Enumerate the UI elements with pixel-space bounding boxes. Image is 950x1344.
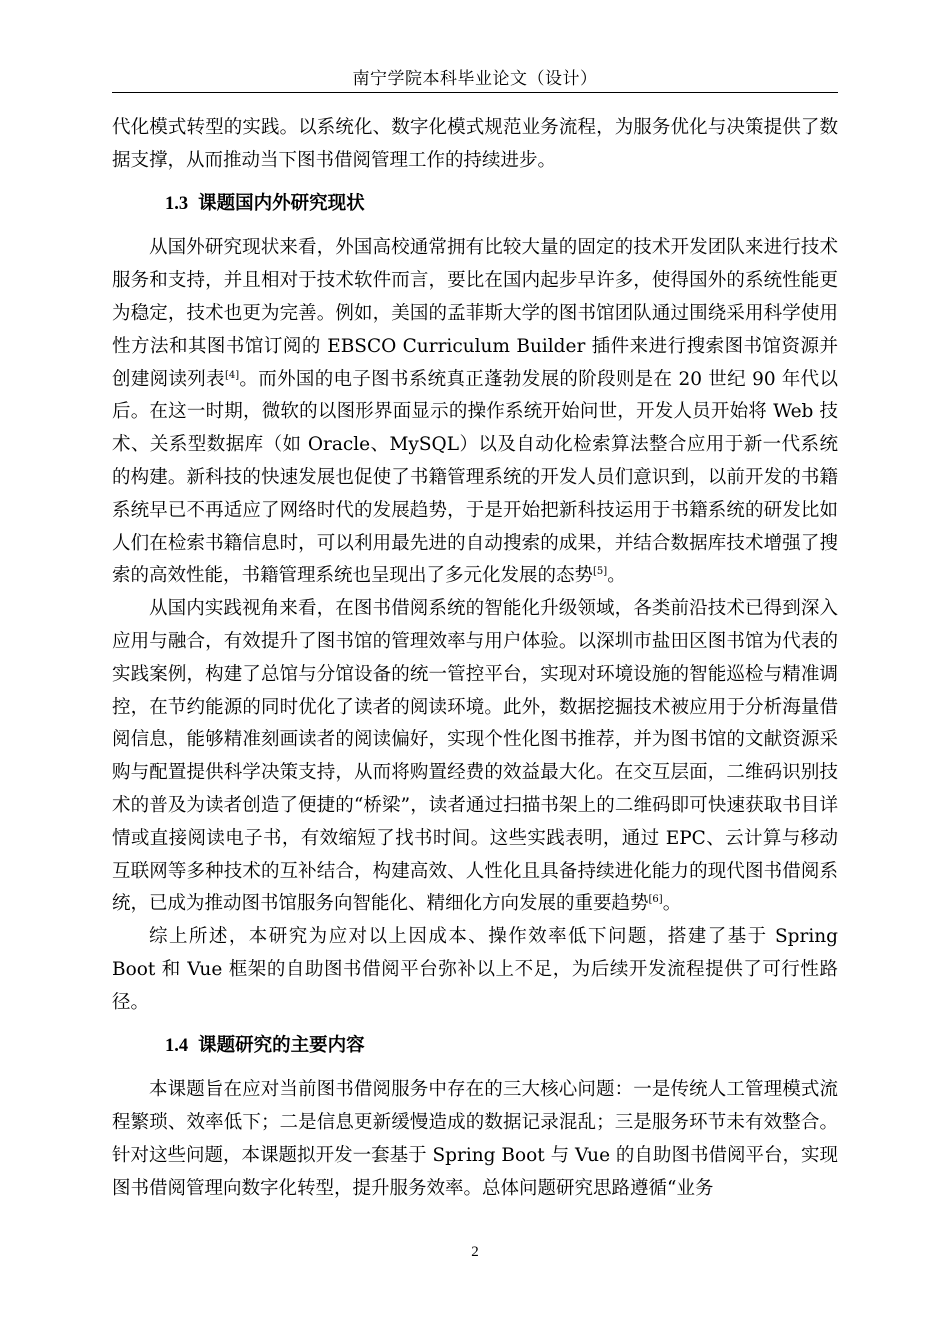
running-header: 南宁学院本科毕业论文（设计） bbox=[112, 66, 838, 93]
section-heading-1-3 bbox=[112, 188, 838, 221]
page-body bbox=[112, 112, 838, 1206]
section-heading-1-4 bbox=[112, 1030, 838, 1063]
paragraph-text: 。 bbox=[607, 565, 626, 587]
paragraph-text: 。而外国的电子图书系统真正蓬勃发展的阶段则是在 20 世纪 90 年代以后。在这一时期，微软的以图形界面显示的操作系统开始问世，开发人员开始将 Web 技术、关系型数据库（如 Oracle、MySQL）以及自动化检索算法整合应用于新一代系统的构建。新科技的快速发展也促使了书籍管理系统的开发人员们意识到，以前开发的书籍系统早已不再适应了网络时代的发展趋势，于是开始把新科技运用于书籍系统的研发比如人们在检索书籍信息时，可以利用最先进的自动搜索的成果，并结合数据库技术增强了搜索的高效性能，书籍管理系统也呈现出了多元化发展的态势 bbox=[112, 368, 838, 587]
citation-ref: [4] bbox=[224, 369, 240, 381]
paragraph-foreign-research bbox=[112, 232, 838, 593]
paragraph-text: 从国内实践视角来看，在图书借阅系统的智能化升级领域，各类前沿技术已得到深入应用与融合，有效提升了图书馆的管理效率与用户体验。以深圳市盐田区图书馆为代表的实践案例，构建了总馆与分馆设备的统一管控平台，实现对环境设施的智能巡检与精准调控，在节约能源的同时优化了读者的阅读环境。此外，数据挖掘技术被应用于分析海量借阅信息，能够精准刻画读者的阅读偏好，实现个性化图书推荐，并为图书馆的文献资源采购与配置提供科学决策支持，从而将购置经费的效益最大化。在交互层面，二维码识别技术的普及为读者创造了便捷的“桥梁”，读者通过扫描书架上的二维码即可快速获取书目详情或直接阅读电子书，有效缩短了找书时间。这些实践表明，通过 EPC、云计算与移动互联网等多种技术的互补结合，构建高效、人性化且具备持续进化能力的现代图书借阅系统，已成为推动图书馆服务向智能化、精细化方向发展的重要趋势 bbox=[112, 598, 838, 915]
paragraph-text: 从国外研究现状来看，外国高校通常拥有比较大量的固定的技术开发团队来进行技术服务和支持，并且相对于技术软件而言，要比在国内起步早许多，使得国外的系统性能更为稳定，技术也更为完善。例如，美国的孟菲斯大学的图书馆团队通过围绕采用科学使用性方法和其图书馆订阅的 EBSCO Curriculum Builder 插件来进行搜索图书馆资源并创建阅读列表 bbox=[112, 237, 838, 390]
paragraph-domestic-research bbox=[112, 593, 838, 921]
paragraph-main-content: 本课题旨在应对当前图书借阅服务中存在的三大核心问题：一是传统人工管理模式流程繁琐、效率低下；二是信息更新缓慢造成的数据记录混乱；三是服务环节未有效整合。针对这些问题，本课题拟开发一套基于 Spring Boot 与 Vue 的自助图书借阅平台，实现图书借阅管理向数字化转型，提升服务效率。总体问题研究思路遵循“业务 bbox=[112, 1079, 838, 1199]
citation-ref: [5] bbox=[593, 566, 608, 578]
section-number: 1.3 bbox=[165, 193, 189, 214]
page-number: 2 bbox=[471, 1244, 479, 1260]
section-number: 1.4 bbox=[165, 1035, 189, 1056]
citation-ref: [6] bbox=[648, 894, 663, 906]
paragraph-text: 。 bbox=[662, 893, 682, 915]
paragraph-summary: 综上所述，本研究为应对以上因成本、操作效率低下问题，搭建了基于 Spring Boot 和 Vue 框架的自助图书借阅平台弥补以上不足，为后续开发流程提供了可行性路径。 bbox=[112, 926, 838, 1013]
section-title: 课题国内外研究现状 bbox=[198, 192, 365, 214]
paragraph-continued: 代化模式转型的实践。以系统化、数字化模式规范业务流程，为服务优化与决策提供了数据支撑，从而推动当下图书借阅管理工作的持续进步。 bbox=[112, 117, 838, 171]
section-title: 课题研究的主要内容 bbox=[198, 1034, 365, 1056]
